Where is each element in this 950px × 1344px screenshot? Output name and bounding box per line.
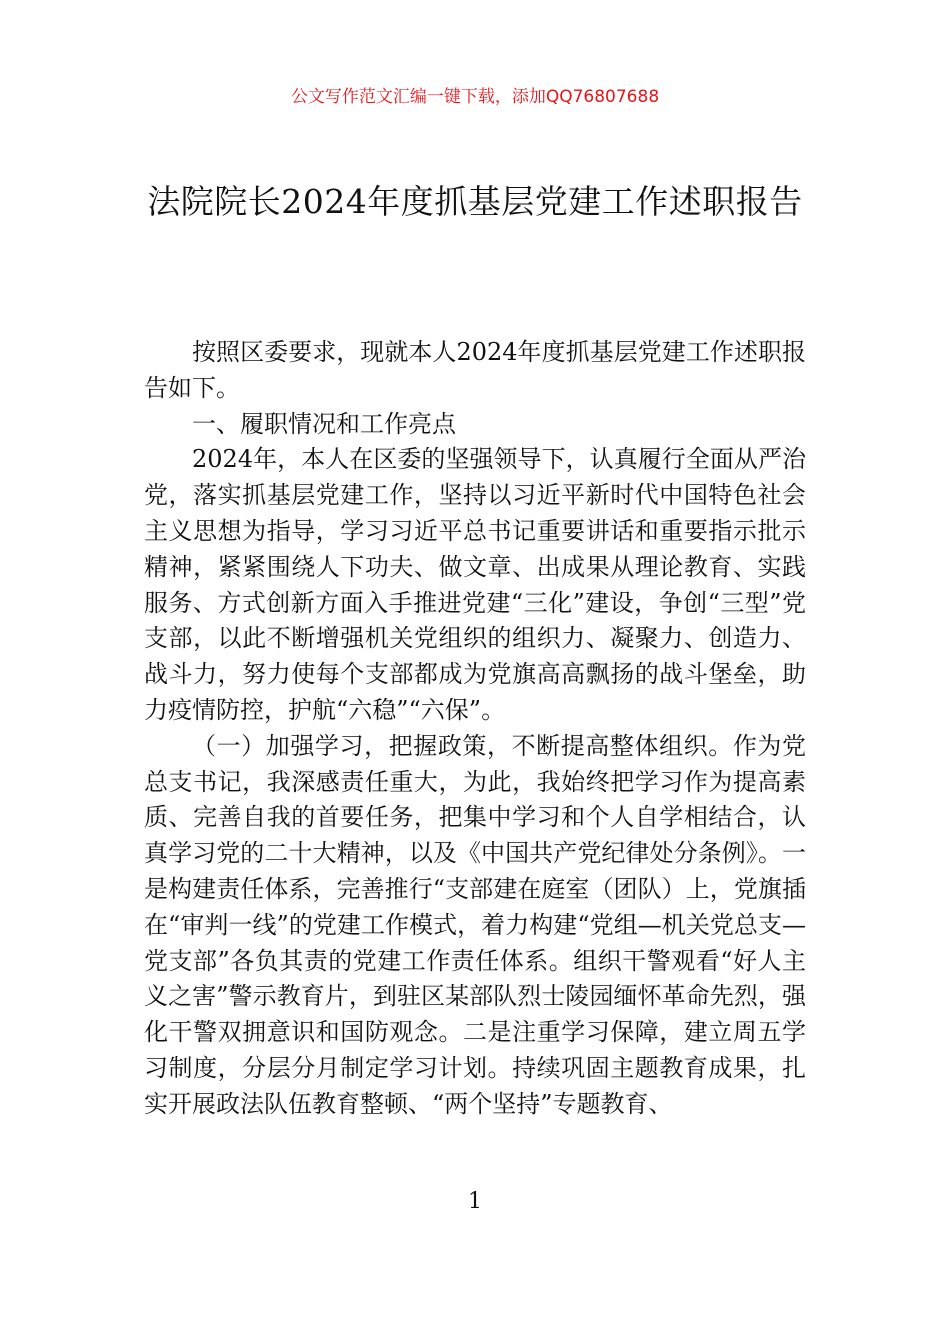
document-title: 法院院长2024年度抓基层党建工作述职报告 [147, 182, 803, 221]
body-paragraph: 2024年，本人在区委的坚强领导下，认真履行全面从严治党，落实抓基层党建工作，坚持以习近平新时代中国特色社会主义思想为指导，学习习近平总书记重要讲话和重要指示批示精神，紧紧围绕人下功夫、做文章、出成果从理论教育、实践服务、方式创新方面入手推进党建“三化”建设，争创“三型”党支部，以此不断增强机关党组织的组织力、凝聚力、创造力、战斗力，努力使每个支部都成为党旗高高飘扬的战斗堡垒，助力疫情防控，护航“六稳”“六保”。 [144, 445, 806, 724]
ad-banner-text: 公文写作范文汇编一键下载，添加QQ76807688 [290, 87, 660, 107]
section-heading: 一、履职情况和工作亮点 [192, 409, 456, 438]
body-paragraph: （一）加强学习，把握政策，不断提高整体组织。作为党总支书记，我深感责任重大，为此，我始终把学习作为提高素质、完善自我的首要任务，把集中学习和个人自学相结合，认真学习党的二十大精神，以及《中国共产党纪律处分条例》。一是构建责任体系，完善推行“支部建在庭室（团队）上，党旗插在“审判一线”的党建工作模式，着力构建“党组—机关党总支—党支部”各负其责的党建工作责任体系。组织干警观看“好人主义之害”警示教育片，到驻区某部队烈士陵园缅怀革命先烈，强化干警双拥意识和国防观念。二是注重学习保障，建立周五学习制度，分层分月制定学习计划。持续巩固主题教育成果，扎实开展政法队伍教育整顿、“两个坚持”专题教育、 [144, 731, 806, 1118]
document-body [144, 335, 806, 1123]
intro-paragraph: 按照区委要求，现就本人2024年度抓基层党建工作述职报告如下。 [144, 338, 806, 402]
page-number: 1 [468, 1189, 482, 1214]
